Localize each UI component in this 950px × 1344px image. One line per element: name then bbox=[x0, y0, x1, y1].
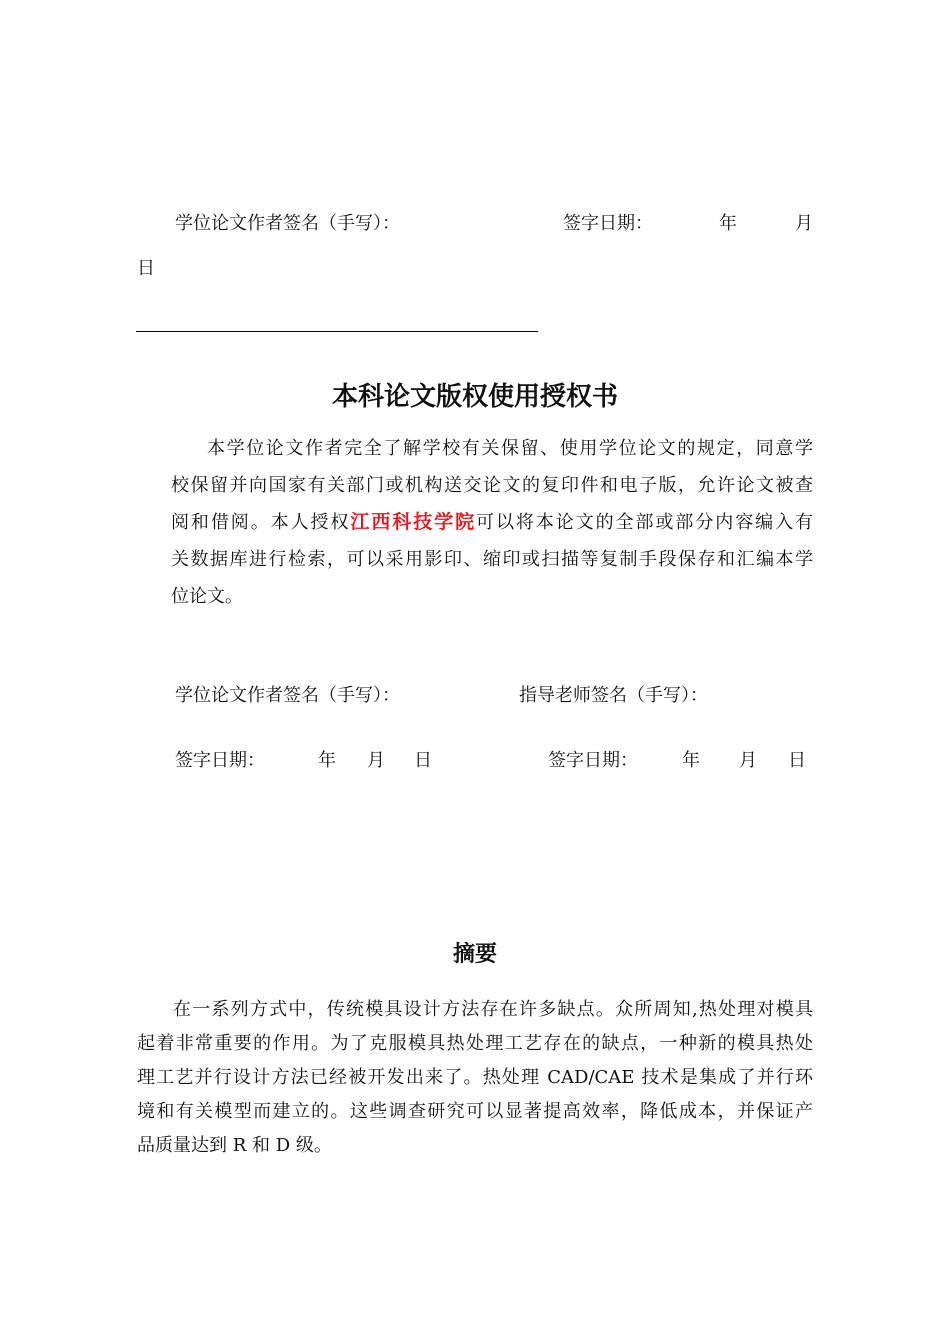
left-date-label: 签字日期： bbox=[175, 750, 265, 771]
left-date-day: 日 bbox=[414, 750, 432, 771]
copyright-line-1: 本学位论文作者完全了解学校有关保留、使用学位论文的规定，同意学 bbox=[207, 438, 813, 459]
abstract-line-2: 起着非常重要的作用。为了克服模具热处理工艺存在的缺点，一种新的模具热处 bbox=[137, 1033, 813, 1054]
right-date-year: 年 bbox=[682, 750, 700, 771]
copyright-line-4: 关数据库进行检索，可以采用影印、缩印或扫描等复制手段保存和汇编本学 bbox=[171, 549, 813, 570]
author-signature-label: 学位论文作者签名（手写）： bbox=[175, 213, 400, 234]
copyright-line-3 bbox=[171, 504, 813, 541]
abstract-line-5: 品质量达到 R 和 D 级。 bbox=[137, 1135, 332, 1156]
abstract-paragraph bbox=[137, 993, 813, 1163]
copyright-title: 本科论文版权使用授权书 bbox=[331, 382, 618, 412]
right-date-day: 日 bbox=[788, 750, 806, 771]
date-month-label: 月 bbox=[795, 213, 813, 234]
left-date-year: 年 bbox=[318, 750, 336, 771]
right-date-month: 月 bbox=[739, 750, 757, 771]
right-date-label: 签字日期： bbox=[548, 750, 638, 771]
institution-name: 江西科技学院 bbox=[350, 511, 477, 533]
abstract-line-3: 理工艺并行设计方法已经被开发出来了。热处理 CAD/CAE 技术是集成了并行环 bbox=[137, 1067, 813, 1088]
copyright-line-3-end: 可以将本论文的全部或部分内容编入有 bbox=[476, 512, 814, 533]
abstract-line-4: 境和有关模型而建立的。这些调查研究可以显著提高效率，降低成本，并保证产 bbox=[137, 1101, 813, 1122]
copyright-line-2: 校保留并向国家有关部门或机构送交论文的复印件和电子版，允许论文被查 bbox=[171, 475, 813, 496]
author-signature-label: 学位论文作者签名（手写）： bbox=[175, 685, 400, 706]
date-day-label: 日 bbox=[137, 258, 155, 279]
copyright-line-3-start: 阅和借阅。本人授权 bbox=[171, 512, 351, 533]
abstract-title: 摘要 bbox=[452, 942, 497, 967]
abstract-line-1: 在一系列方式中，传统模具设计方法存在许多缺点。众所周知,热处理对模具 bbox=[173, 999, 813, 1020]
signature-date-label: 签字日期： bbox=[563, 213, 653, 234]
copyright-paragraph bbox=[171, 430, 813, 615]
copyright-line-5: 位论文。 bbox=[171, 586, 243, 607]
advisor-signature-label: 指导老师签名（手写）： bbox=[519, 685, 708, 706]
date-year-label: 年 bbox=[719, 213, 737, 234]
left-date-month: 月 bbox=[367, 750, 385, 771]
horizontal-rule bbox=[136, 331, 538, 332]
